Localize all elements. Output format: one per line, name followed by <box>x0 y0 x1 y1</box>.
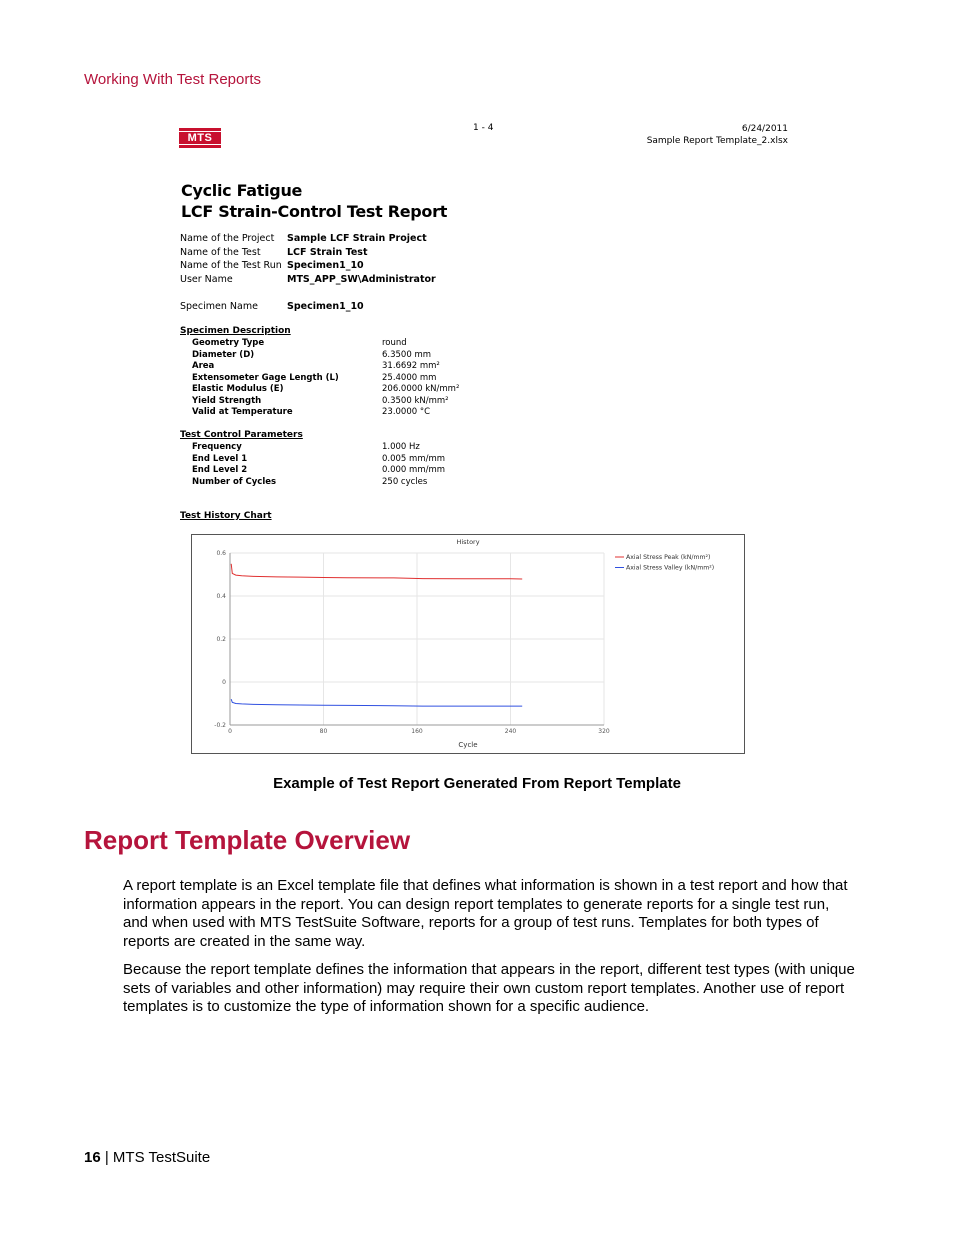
specimen-name-key: Specimen Name <box>180 301 258 312</box>
series-line-peak <box>231 564 522 579</box>
property-row <box>192 350 492 362</box>
info-key: Name of the Project <box>180 233 275 244</box>
test-control-table <box>192 442 492 488</box>
property-key: Number of Cycles <box>192 476 277 487</box>
info-key: User Name <box>180 273 233 285</box>
property-value: round <box>382 338 407 348</box>
y-tick-label: 0.6 <box>216 550 226 557</box>
property-row <box>192 465 492 477</box>
property-key: Geometry Type <box>192 338 265 348</box>
specimen-name-value: Specimen1_10 <box>287 301 364 312</box>
x-axis-label: Cycle <box>458 741 478 749</box>
property-value: 0.005 mm/mm <box>382 453 446 464</box>
y-tick-label: 0.2 <box>216 636 226 643</box>
report-title-line1: Cyclic Fatigue <box>181 181 303 200</box>
property-key: End Level 2 <box>192 465 248 475</box>
property-value: 250 cycles <box>382 476 428 487</box>
info-value: Specimen1_10 <box>287 260 364 271</box>
property-row <box>192 396 492 408</box>
info-row <box>180 246 580 260</box>
x-tick-label: 0 <box>228 728 232 735</box>
info-row <box>180 259 580 273</box>
y-tick-label: 0.4 <box>216 593 226 600</box>
x-tick-label: 240 <box>504 728 517 735</box>
info-value: Sample LCF Strain Project <box>287 233 427 244</box>
section-header-link[interactable]: Working With Test Reports <box>84 71 262 88</box>
property-row <box>192 373 492 385</box>
report-title-line2: LCF Strain-Control Test Report <box>181 202 448 221</box>
property-key: Yield Strength <box>192 395 262 406</box>
section-heading: Report Template Overview <box>84 825 411 855</box>
report-file: Sample Report Template_2.xlsx <box>646 136 788 146</box>
footer-product: MTS TestSuite <box>112 1149 211 1166</box>
property-row <box>192 361 492 373</box>
property-value: 206.0000 kN/mm² <box>382 384 460 394</box>
series-line-valley <box>231 699 522 706</box>
legend-label: Axial Stress Valley (kN/mm²) <box>626 564 715 572</box>
logo-bar-top <box>179 128 221 131</box>
property-key: Diameter (D) <box>192 349 255 360</box>
property-row <box>192 407 492 419</box>
property-row <box>192 338 492 350</box>
report-date: 6/24/2011 <box>741 124 788 134</box>
property-value: 1.000 Hz <box>382 442 420 452</box>
x-tick-label: 160 <box>411 728 423 735</box>
property-row <box>192 477 492 489</box>
history-chart <box>191 534 745 754</box>
y-tick-label: -0.2 <box>214 722 226 729</box>
info-value: LCF Strain Test <box>287 246 368 258</box>
property-row <box>192 442 492 454</box>
property-row <box>192 384 492 396</box>
x-tick-label: 80 <box>319 728 328 735</box>
specimen-description-table <box>192 338 492 419</box>
paragraph-1: A report template is an Excel template file that defines what information is shown in a test report and how that information appears in the report. You can design report templates to generate reports for a single test run, and when used with MTS TestSuite Software, reports for a group of test runs. Templates for both types of reports are created in the same way. <box>123 877 848 950</box>
property-key: Elastic Modulus (E) <box>192 384 284 394</box>
property-key: Extensometer Gage Length (L) <box>192 372 339 383</box>
property-value: 0.3500 kN/mm² <box>382 395 449 406</box>
info-key: Name of the Test Run <box>180 260 282 271</box>
page-number: 16 <box>84 1149 101 1166</box>
history-chart-svg <box>192 535 744 753</box>
logo-bar-bottom <box>179 145 221 148</box>
specimen-description-heading: Specimen Description <box>180 326 291 336</box>
info-key: Name of the Test <box>180 246 261 258</box>
property-row <box>192 454 492 466</box>
property-key: End Level 1 <box>192 453 248 464</box>
figure-caption: Example of Test Report Generated From Report Template <box>273 775 681 792</box>
logo-text: MTS <box>179 132 221 144</box>
footer-separator: | <box>100 1149 113 1166</box>
property-value: 25.4000 mm <box>382 372 437 383</box>
paragraph-2: Because the report template defines the information that appears in the report, different test types (with unique sets of variables and other information) may require their own custom report templates. Another use of report templates is to customize the type of information shown for a specific audience. <box>123 961 855 1015</box>
property-key: Valid at Temperature <box>192 407 293 417</box>
x-tick-label: 320 <box>598 728 610 735</box>
report-page-label: 1 - 4 <box>473 123 494 133</box>
info-value: MTS_APP_SW\Administrator <box>287 273 436 285</box>
report-info-block <box>180 232 580 292</box>
property-value: 6.3500 mm <box>382 349 432 360</box>
legend-label: Axial Stress Peak (kN/mm²) <box>626 554 711 561</box>
property-key: Area <box>192 361 215 371</box>
report-title <box>181 180 447 222</box>
specimen-name-row <box>180 300 580 314</box>
property-value: 0.000 mm/mm <box>382 465 446 475</box>
report-date-file <box>600 123 788 147</box>
page-footer <box>84 1149 210 1166</box>
info-row <box>180 273 580 287</box>
property-value: 31.6692 mm² <box>382 361 440 371</box>
test-history-heading: Test History Chart <box>180 511 272 521</box>
y-tick-label: 0 <box>222 679 226 686</box>
test-control-heading: Test Control Parameters <box>180 430 303 440</box>
property-value: 23.0000 °C <box>382 407 431 417</box>
property-key: Frequency <box>192 442 242 452</box>
info-row <box>180 232 580 246</box>
chart-title: History <box>456 538 480 546</box>
mts-logo <box>179 128 225 152</box>
